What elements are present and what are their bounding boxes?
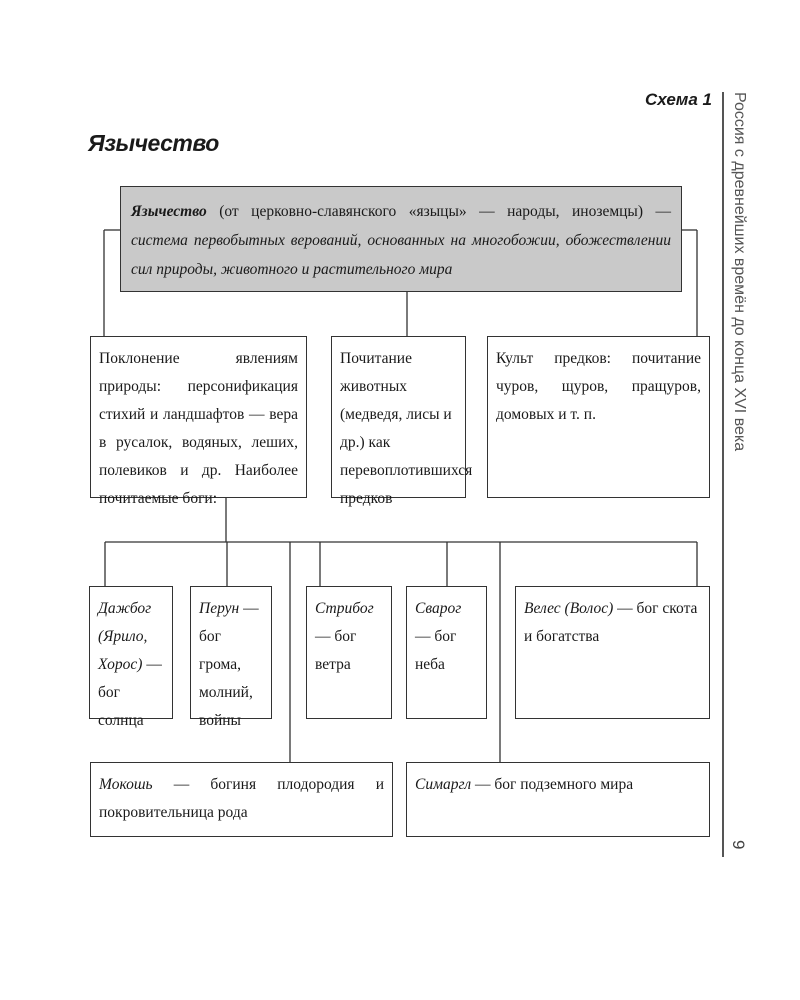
god-desc: — богиня плодородия и покровительница рода: [99, 776, 384, 821]
god-perun: [190, 586, 272, 729]
god-desc: — бог скота и богатства: [524, 600, 698, 645]
god-svarog: [406, 586, 487, 719]
ancestor-cult-text: Культ предков: почитание чуров, щуров, пращуров, домовых и т. п.: [496, 350, 701, 423]
animal-worship-text: Почитание животных (медведя, лисы и др.) как перевоплотившихся предков: [340, 350, 473, 507]
god-veles: [515, 586, 710, 719]
page-title: Язычество: [88, 130, 219, 156]
god-desc: — бог ветра: [315, 628, 357, 673]
ancestor-cult-box: [487, 336, 710, 498]
god-name: Стрибог: [315, 600, 374, 617]
running-head: Россия с древнейших времён до конца XVI века: [731, 92, 748, 452]
god-name: Мокошь: [99, 776, 153, 793]
god-stribog: [306, 586, 392, 719]
god-simargl: [406, 762, 710, 837]
god-desc: — бог грома, молний, войны: [199, 600, 259, 729]
god-name: Перун: [199, 600, 240, 617]
definition-text: система первобытных верований, основанных на многобожии, обожествлении сил природы, животного и растительного мира: [131, 232, 671, 278]
nature-worship-box: [90, 336, 307, 507]
god-desc: — бог подземного мира: [471, 776, 634, 793]
god-desc: — бог солнца: [98, 656, 162, 729]
page-number: 9: [729, 840, 748, 850]
god-mokosh: [90, 762, 393, 837]
god-name: Дажбог (Ярило, Хорос): [98, 600, 152, 673]
definition-box: [120, 186, 682, 292]
animal-worship-box: [331, 336, 473, 507]
god-desc: — бог неба: [415, 628, 457, 673]
god-name: Симаргл: [415, 776, 472, 793]
nature-worship-text: Поклонение явлениям природы: персонификация стихий и ландшафтов — вера в русалок, водяных, леших, полевиков и др. Наиболее почитаемые боги:: [99, 350, 298, 507]
schema-label: Схема 1: [645, 90, 712, 109]
god-dazhbog: [89, 586, 173, 729]
definition-term: Язычество: [131, 203, 207, 220]
god-name: Велес (Волос): [524, 600, 614, 617]
god-name: Сварог: [415, 600, 462, 617]
definition-origin: (от церковно-славянского «языцы» — народы, иноземцы) —: [206, 203, 671, 220]
